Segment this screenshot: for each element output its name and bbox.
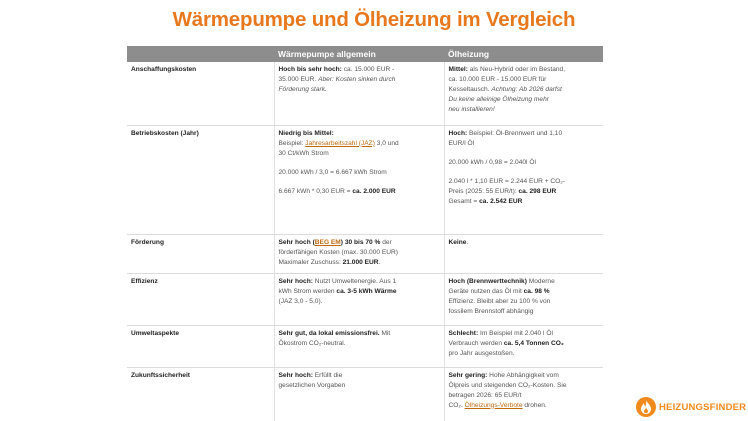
row-label: Effizienz [127,273,274,325]
cell-text: Maximaler Zuschuss: [278,258,343,266]
row-label: Zukunftssicherheit [127,367,274,421]
cell-text: Moderne [526,277,555,285]
cell-text: Niedrig bis Mittel: [278,129,334,137]
cell-text: Sehr gut, da lokal emissionsfrei. [278,329,380,337]
cell-text: drohen. [522,401,547,409]
cell-text: 20.000 kWh / 3,0 = 6.667 kWh Strom [278,168,387,176]
cell-text: 35.000 EUR. [278,76,319,83]
header-oil-heating: Ölheizung [444,46,603,62]
row-label: Umweltaspekte [127,325,274,367]
logo-text: HEIZUNGSFINDER [659,401,747,413]
cell-text: gesetzlichen Vorgaben [278,381,346,389]
beg-em-link[interactable]: BEG EM [314,238,341,246]
table-header-row [127,46,603,62]
cell-text: Sehr hoch ( [278,238,315,246]
cell-text: ca. 10.000 EUR - 15.000 EUR für [448,76,547,83]
oil-ban-link[interactable]: Ölheizungs-Verbote [464,401,523,409]
cell-text: der [380,238,392,246]
cell-text: pro Jahr ausgestoßen. [448,349,515,357]
cell-text: Keine [448,238,467,246]
cell-text: Beispiel: Öl-Brennwert und 1,10 [467,129,563,137]
cell-text: Sehr gering: [448,371,488,379]
heat-pump-cell [274,234,444,273]
oil-heating-cell [444,62,603,125]
cell-text: ca. 3-5 kWh Wärme [336,287,397,295]
cell-text: ca. 2.542 EUR [479,197,523,205]
flame-icon [636,397,656,417]
page-title: Wärmepumpe und Ölheizung im Vergleich [172,8,576,31]
cell-text: ca. 5,4 Tonnen CO₂ [503,339,564,347]
cell-text: Sehr hoch: [278,277,313,285]
heat-pump-cell [274,62,444,125]
cell-text: Du keine alleinige Ölheizung mehr [448,96,549,103]
oil-heating-cell [444,273,603,325]
cell-text: Mit [379,329,391,337]
header-heat-pump: Wärmepumpe allgemein [274,46,444,62]
cell-text: Ölpreis und steigenden CO₂-Kosten. Sie [448,381,567,389]
cell-text: Gesamt = [448,197,480,205]
cell-text: Effizienz. Bleibt aber zu 100 % von [448,297,551,305]
cell-text: Aber: Kosten sinken durch [318,76,396,83]
table-row [127,367,603,421]
cell-text: ca. 298 EUR [518,187,557,195]
table-row [127,273,603,325]
heat-pump-cell [274,273,444,325]
cell-text: Hohe Abhängigkeit vom [487,371,559,379]
heat-pump-cell [274,367,444,421]
table-row [127,62,603,125]
oil-heating-cell [444,234,603,273]
cell-text: 3,0 und [374,139,399,147]
cell-text: Beispiel: [278,139,306,147]
cell-text: (JAZ 3,0 - 5,0). [278,297,323,305]
oil-heating-cell [444,125,603,234]
row-label: Betriebskosten (Jahr) [127,125,274,234]
comparison-table [127,46,603,421]
cell-text: förderfähigen Kosten (max. 30.000 EUR) [278,248,398,256]
cell-text: kWh Strom werden [278,287,337,295]
table-row [127,234,603,273]
heat-pump-cell [274,125,444,234]
cell-text: Verbrauch werden [448,339,504,347]
cell-text: Sehr hoch: [278,371,313,379]
cell-text: EUR/l Öl [448,139,475,147]
cell-text: 30 Ct/kWh Strom [278,149,329,157]
cell-text: . [378,258,381,266]
heat-pump-cell [274,325,444,367]
row-label: Anschaffungskosten [127,62,274,125]
cell-text: Geräte nutzen das Öl mit [448,287,524,295]
header-empty [127,46,274,62]
cell-text: Mittel: [448,66,468,73]
cell-text: 21.000 EUR [342,258,379,266]
cell-text: als Neu-Hybrid oder im Bestand, [467,66,566,73]
cell-text: Nutzt Umweltenergie. Aus 1 [312,277,397,285]
cell-text: betragen 2026: 65 EUR/t [448,391,522,399]
cell-text: Ökostrom CO₂-neutral. [278,339,346,347]
cell-text: Im Beispiel mit 2.040 l Öl [478,329,553,337]
cell-text: Hoch: [448,129,468,137]
comparison-table-container [127,46,603,421]
cell-text: CO₂. [448,401,465,409]
cell-text: Kesseltausch. [448,86,492,93]
cell-text: 2.040 l * 1,10 EUR = 2.244 EUR + CO₂- [448,177,566,185]
cell-text: 20.000 kWh / 0,98 = 2.040l Öl [448,158,536,166]
cell-text: . [466,238,469,246]
cell-text: ) 30 bis 70 % [340,238,381,246]
cell-text: Hoch (Brennwerttechnik) [448,277,527,285]
table-row [127,125,603,234]
cell-text: Erfüllt die [312,371,343,379]
cell-text: neu installieren! [448,106,495,113]
row-label: Förderung [127,234,274,273]
cell-text: Achtung: Ab 2026 darfst [491,86,562,93]
cell-text: ca. 2.000 EUR [352,187,396,195]
cell-text: 6.667 kWh * 0,30 EUR = [278,187,353,195]
cell-text: Förderung stark. [278,86,327,93]
cell-text: ca. 15.000 EUR - [341,66,395,73]
cell-text: Schlecht: [448,329,479,337]
oil-heating-cell [444,325,603,367]
cell-text: ca. 98 % [523,287,550,295]
cell-text: fossilem Brennstoff abhängig [448,307,534,315]
cell-text: Hoch bis sehr hoch: [278,66,342,73]
cell-text: Preis (2025: 55 EUR/t): [448,187,519,195]
heizungsfinder-logo[interactable] [636,396,746,418]
oil-heating-cell [444,367,603,421]
table-row [127,325,603,367]
jaz-link[interactable]: Jahresarbeitszahl (JAZ) [305,139,375,147]
